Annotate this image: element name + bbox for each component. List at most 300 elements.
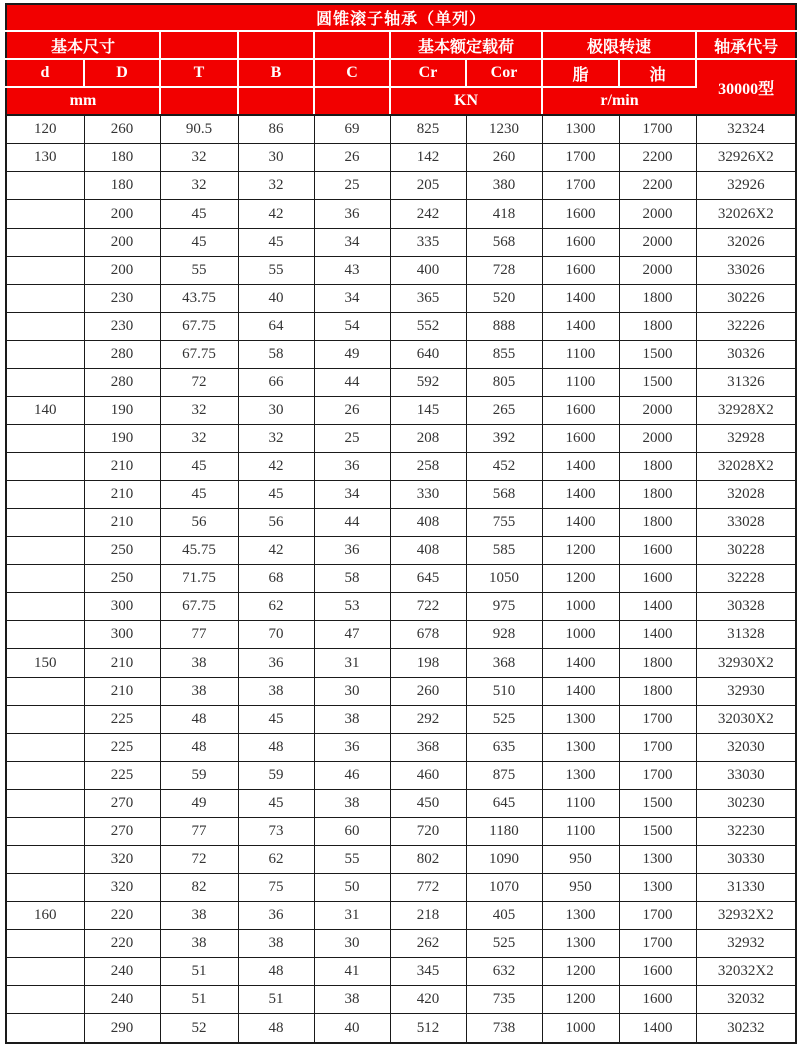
table-cell: 150 xyxy=(6,649,84,677)
table-cell: 280 xyxy=(84,368,160,396)
table-cell: 47 xyxy=(314,621,390,649)
table-cell: 58 xyxy=(314,565,390,593)
table-cell: 32030 xyxy=(696,733,796,761)
table-cell: 645 xyxy=(390,565,466,593)
table-cell: 1600 xyxy=(542,424,619,452)
table-cell: 51 xyxy=(160,986,238,1014)
table-cell: 67.75 xyxy=(160,593,238,621)
table-cell: 1700 xyxy=(619,115,696,144)
table-cell xyxy=(6,565,84,593)
col-Cor: Cor xyxy=(466,59,542,87)
table-cell: 1700 xyxy=(619,733,696,761)
table-cell: 32930X2 xyxy=(696,649,796,677)
table-cell: 130 xyxy=(6,144,84,172)
table-cell: 875 xyxy=(466,761,542,789)
table-cell: 30328 xyxy=(696,593,796,621)
table-cell: 48 xyxy=(160,705,238,733)
table-cell: 38 xyxy=(238,930,314,958)
table-cell: 755 xyxy=(466,509,542,537)
table-cell: 32932 xyxy=(696,930,796,958)
table-cell: 928 xyxy=(466,621,542,649)
table-cell: 32926X2 xyxy=(696,144,796,172)
table-cell: 73 xyxy=(238,817,314,845)
table-cell: 240 xyxy=(84,986,160,1014)
table-cell: 1200 xyxy=(542,537,619,565)
table-cell: 225 xyxy=(84,733,160,761)
table-cell: 950 xyxy=(542,845,619,873)
table-cell xyxy=(6,593,84,621)
col-d: d xyxy=(6,59,84,87)
table-cell: 86 xyxy=(238,115,314,144)
table-cell: 220 xyxy=(84,902,160,930)
table-cell: 51 xyxy=(238,986,314,1014)
table-cell: 1800 xyxy=(619,284,696,312)
table-cell: 250 xyxy=(84,537,160,565)
table-cell: 1200 xyxy=(542,565,619,593)
table-cell: 452 xyxy=(466,453,542,481)
table-row xyxy=(6,817,796,845)
table-cell: 592 xyxy=(390,368,466,396)
table-cell: 720 xyxy=(390,817,466,845)
table-cell: 292 xyxy=(390,705,466,733)
table-cell: 260 xyxy=(390,677,466,705)
table-cell: 1800 xyxy=(619,677,696,705)
table-cell: 950 xyxy=(542,873,619,901)
table-cell: 1600 xyxy=(619,565,696,593)
table-cell: 25 xyxy=(314,172,390,200)
table-cell: 210 xyxy=(84,649,160,677)
table-cell: 45 xyxy=(160,481,238,509)
table-cell: 33030 xyxy=(696,761,796,789)
table-cell: 32928X2 xyxy=(696,396,796,424)
table-cell: 55 xyxy=(314,845,390,873)
table-cell: 32932X2 xyxy=(696,902,796,930)
table-cell: 368 xyxy=(466,649,542,677)
table-cell: 30 xyxy=(314,930,390,958)
table-cell: 270 xyxy=(84,789,160,817)
header-empty-cell xyxy=(160,31,238,59)
table-cell: 420 xyxy=(390,986,466,1014)
table-cell: 32928 xyxy=(696,424,796,452)
col-B: B xyxy=(238,59,314,87)
table-cell: 1800 xyxy=(619,509,696,537)
table-cell: 30228 xyxy=(696,537,796,565)
table-cell: 45 xyxy=(238,789,314,817)
table-cell: 55 xyxy=(160,256,238,284)
table-cell: 825 xyxy=(390,115,466,144)
table-cell: 345 xyxy=(390,958,466,986)
table-cell: 1200 xyxy=(542,958,619,986)
table-cell: 59 xyxy=(238,761,314,789)
table-cell: 31328 xyxy=(696,621,796,649)
table-cell: 640 xyxy=(390,340,466,368)
table-cell: 56 xyxy=(238,509,314,537)
table-cell xyxy=(6,424,84,452)
table-cell: 32026X2 xyxy=(696,200,796,228)
table-cell: 53 xyxy=(314,593,390,621)
table-row xyxy=(6,761,796,789)
table-cell: 77 xyxy=(160,817,238,845)
table-cell: 45 xyxy=(160,228,238,256)
unit-rpm: r/min xyxy=(542,87,696,115)
table-cell: 270 xyxy=(84,817,160,845)
table-cell: 260 xyxy=(466,144,542,172)
table-row xyxy=(6,677,796,705)
table-cell xyxy=(6,958,84,986)
table-cell: 32 xyxy=(160,424,238,452)
title-row xyxy=(6,4,796,31)
table-row xyxy=(6,200,796,228)
table-cell xyxy=(6,340,84,368)
table-cell: 34 xyxy=(314,284,390,312)
col-D: D xyxy=(84,59,160,87)
table-cell: 49 xyxy=(160,789,238,817)
table-cell: 2200 xyxy=(619,144,696,172)
header-unit-row xyxy=(6,87,796,115)
table-cell: 30 xyxy=(238,396,314,424)
table-cell: 1000 xyxy=(542,593,619,621)
table-cell: 1300 xyxy=(542,902,619,930)
table-cell: 210 xyxy=(84,677,160,705)
table-row xyxy=(6,115,796,144)
table-cell: 48 xyxy=(238,1014,314,1043)
table-cell: 33028 xyxy=(696,509,796,537)
table-row xyxy=(6,368,796,396)
table-cell: 36 xyxy=(314,733,390,761)
table-cell: 585 xyxy=(466,537,542,565)
table-cell: 32030X2 xyxy=(696,705,796,733)
table-cell: 140 xyxy=(6,396,84,424)
table-cell: 1700 xyxy=(542,172,619,200)
table-cell: 30 xyxy=(314,677,390,705)
table-cell: 45 xyxy=(238,481,314,509)
table-cell: 70 xyxy=(238,621,314,649)
table-cell: 802 xyxy=(390,845,466,873)
table-cell: 1400 xyxy=(542,481,619,509)
table-cell: 1600 xyxy=(619,986,696,1014)
table-cell: 42 xyxy=(238,537,314,565)
table-cell xyxy=(6,172,84,200)
table-cell: 58 xyxy=(238,340,314,368)
table-cell: 1700 xyxy=(619,930,696,958)
table-cell: 36 xyxy=(314,537,390,565)
table-cell: 180 xyxy=(84,172,160,200)
table-cell: 1400 xyxy=(619,1014,696,1043)
header-empty-cell xyxy=(314,87,390,115)
table-cell xyxy=(6,705,84,733)
table-cell: 30232 xyxy=(696,1014,796,1043)
table-cell: 49 xyxy=(314,340,390,368)
table-title: 圆锥滚子轴承（单列） xyxy=(6,4,796,31)
table-cell: 1700 xyxy=(619,705,696,733)
table-cell: 42 xyxy=(238,200,314,228)
table-cell: 418 xyxy=(466,200,542,228)
table-header xyxy=(6,4,796,115)
table-cell: 1300 xyxy=(542,705,619,733)
table-cell: 32028 xyxy=(696,481,796,509)
table-cell: 330 xyxy=(390,481,466,509)
table-cell: 525 xyxy=(466,705,542,733)
table-cell xyxy=(6,817,84,845)
table-cell: 71.75 xyxy=(160,565,238,593)
table-cell: 1000 xyxy=(542,1014,619,1043)
table-cell: 200 xyxy=(84,256,160,284)
table-cell: 805 xyxy=(466,368,542,396)
table-row xyxy=(6,593,796,621)
table-cell: 225 xyxy=(84,761,160,789)
header-column-row xyxy=(6,59,796,87)
table-cell: 32026 xyxy=(696,228,796,256)
table-row xyxy=(6,144,796,172)
col-grease: 脂 xyxy=(542,59,619,87)
table-cell xyxy=(6,621,84,649)
table-cell: 392 xyxy=(466,424,542,452)
header-empty-cell xyxy=(238,87,314,115)
table-cell: 64 xyxy=(238,312,314,340)
table-cell: 1600 xyxy=(619,537,696,565)
table-cell: 2200 xyxy=(619,172,696,200)
table-cell: 300 xyxy=(84,593,160,621)
table-cell: 645 xyxy=(466,789,542,817)
table-row xyxy=(6,1014,796,1043)
table-cell: 220 xyxy=(84,930,160,958)
table-cell: 250 xyxy=(84,565,160,593)
table-cell: 1100 xyxy=(542,368,619,396)
table-cell: 368 xyxy=(390,733,466,761)
table-cell: 36 xyxy=(238,649,314,677)
table-cell: 198 xyxy=(390,649,466,677)
table-row xyxy=(6,621,796,649)
table-cell: 32 xyxy=(160,144,238,172)
table-cell: 258 xyxy=(390,453,466,481)
table-cell: 30 xyxy=(238,144,314,172)
table-cell xyxy=(6,256,84,284)
table-cell: 32926 xyxy=(696,172,796,200)
table-cell: 31 xyxy=(314,649,390,677)
table-cell: 1300 xyxy=(542,930,619,958)
table-cell: 38 xyxy=(238,677,314,705)
table-cell xyxy=(6,481,84,509)
table-cell: 48 xyxy=(160,733,238,761)
table-cell: 722 xyxy=(390,593,466,621)
table-cell: 260 xyxy=(84,115,160,144)
table-cell: 1230 xyxy=(466,115,542,144)
table-cell: 1500 xyxy=(619,817,696,845)
table-cell: 975 xyxy=(466,593,542,621)
table-cell: 1200 xyxy=(542,986,619,1014)
table-cell: 56 xyxy=(160,509,238,537)
table-cell: 1600 xyxy=(542,228,619,256)
table-cell: 1090 xyxy=(466,845,542,873)
table-cell: 40 xyxy=(314,1014,390,1043)
table-cell: 26 xyxy=(314,396,390,424)
table-cell: 32324 xyxy=(696,115,796,144)
table-cell: 568 xyxy=(466,228,542,256)
table-cell: 365 xyxy=(390,284,466,312)
table-row xyxy=(6,453,796,481)
table-cell: 59 xyxy=(160,761,238,789)
table-cell: 62 xyxy=(238,845,314,873)
table-cell: 1400 xyxy=(542,453,619,481)
table-cell: 262 xyxy=(390,930,466,958)
table-cell: 735 xyxy=(466,986,542,1014)
header-empty-cell xyxy=(160,87,238,115)
table-cell: 1700 xyxy=(542,144,619,172)
table-cell: 335 xyxy=(390,228,466,256)
table-cell: 450 xyxy=(390,789,466,817)
table-cell xyxy=(6,873,84,901)
table-row xyxy=(6,284,796,312)
table-row xyxy=(6,733,796,761)
table-cell: 2000 xyxy=(619,200,696,228)
table-cell: 68 xyxy=(238,565,314,593)
table-cell: 32230 xyxy=(696,817,796,845)
table-cell xyxy=(6,509,84,537)
table-cell: 41 xyxy=(314,958,390,986)
table-cell: 230 xyxy=(84,284,160,312)
table-cell: 1100 xyxy=(542,817,619,845)
table-row xyxy=(6,481,796,509)
table-cell: 32032X2 xyxy=(696,958,796,986)
table-cell: 1400 xyxy=(542,649,619,677)
table-row xyxy=(6,930,796,958)
table-cell: 36 xyxy=(314,453,390,481)
table-cell: 32028X2 xyxy=(696,453,796,481)
table-cell: 26 xyxy=(314,144,390,172)
table-cell: 52 xyxy=(160,1014,238,1043)
col-Cr: Cr xyxy=(390,59,466,87)
table-cell: 1070 xyxy=(466,873,542,901)
table-cell: 200 xyxy=(84,200,160,228)
table-cell: 1600 xyxy=(542,256,619,284)
col-T: T xyxy=(160,59,238,87)
table-cell: 1300 xyxy=(542,115,619,144)
table-row xyxy=(6,537,796,565)
table-cell: 32 xyxy=(160,172,238,200)
table-cell: 77 xyxy=(160,621,238,649)
table-row xyxy=(6,649,796,677)
table-cell xyxy=(6,845,84,873)
table-cell: 1400 xyxy=(619,593,696,621)
header-bearing-code: 轴承代号 xyxy=(696,31,796,59)
table-cell: 45 xyxy=(160,200,238,228)
table-cell: 142 xyxy=(390,144,466,172)
table-cell: 38 xyxy=(314,986,390,1014)
table-cell: 1400 xyxy=(542,284,619,312)
table-cell: 218 xyxy=(390,902,466,930)
table-row xyxy=(6,172,796,200)
table-cell: 32032 xyxy=(696,986,796,1014)
table-cell xyxy=(6,200,84,228)
table-body xyxy=(6,115,796,1043)
header-basic-dimensions: 基本尺寸 xyxy=(6,31,160,59)
table-cell xyxy=(6,930,84,958)
table-cell: 51 xyxy=(160,958,238,986)
table-cell: 30326 xyxy=(696,340,796,368)
table-cell: 1400 xyxy=(542,677,619,705)
table-cell: 1400 xyxy=(542,312,619,340)
table-cell: 44 xyxy=(314,509,390,537)
table-cell: 772 xyxy=(390,873,466,901)
table-cell: 380 xyxy=(466,172,542,200)
table-cell: 635 xyxy=(466,733,542,761)
table-cell: 25 xyxy=(314,424,390,452)
col-code-type: 30000型 xyxy=(696,59,796,115)
table-cell: 460 xyxy=(390,761,466,789)
table-cell: 1100 xyxy=(542,340,619,368)
table-cell: 632 xyxy=(466,958,542,986)
header-empty-cell xyxy=(314,31,390,59)
table-cell: 280 xyxy=(84,340,160,368)
table-row xyxy=(6,565,796,593)
table-cell: 67.75 xyxy=(160,340,238,368)
table-cell: 46 xyxy=(314,761,390,789)
table-cell: 210 xyxy=(84,481,160,509)
table-cell: 30226 xyxy=(696,284,796,312)
table-cell: 1500 xyxy=(619,368,696,396)
table-cell: 36 xyxy=(238,902,314,930)
unit-mm: mm xyxy=(6,87,160,115)
table-cell: 568 xyxy=(466,481,542,509)
table-cell: 1600 xyxy=(619,958,696,986)
table-cell: 36 xyxy=(314,200,390,228)
table-cell: 32228 xyxy=(696,565,796,593)
table-cell: 66 xyxy=(238,368,314,396)
table-cell: 30230 xyxy=(696,789,796,817)
table-cell: 2000 xyxy=(619,396,696,424)
table-cell: 1300 xyxy=(619,873,696,901)
table-cell: 33026 xyxy=(696,256,796,284)
table-cell: 888 xyxy=(466,312,542,340)
table-cell: 34 xyxy=(314,481,390,509)
table-cell: 205 xyxy=(390,172,466,200)
table-cell: 210 xyxy=(84,509,160,537)
table-cell: 190 xyxy=(84,396,160,424)
table-cell xyxy=(6,537,84,565)
table-cell: 200 xyxy=(84,228,160,256)
table-row xyxy=(6,396,796,424)
table-cell: 40 xyxy=(238,284,314,312)
table-cell: 180 xyxy=(84,144,160,172)
table-cell: 400 xyxy=(390,256,466,284)
table-cell: 1500 xyxy=(619,789,696,817)
table-cell: 510 xyxy=(466,677,542,705)
table-cell xyxy=(6,789,84,817)
table-cell: 520 xyxy=(466,284,542,312)
table-cell: 1180 xyxy=(466,817,542,845)
table-cell: 678 xyxy=(390,621,466,649)
table-cell: 31330 xyxy=(696,873,796,901)
table-cell: 512 xyxy=(390,1014,466,1043)
table-cell: 1500 xyxy=(619,340,696,368)
table-cell: 31 xyxy=(314,902,390,930)
table-cell xyxy=(6,761,84,789)
table-cell xyxy=(6,986,84,1014)
table-cell: 38 xyxy=(160,677,238,705)
table-cell: 855 xyxy=(466,340,542,368)
table-cell: 48 xyxy=(238,958,314,986)
table-cell: 408 xyxy=(390,509,466,537)
table-cell xyxy=(6,368,84,396)
table-cell: 67.75 xyxy=(160,312,238,340)
table-cell: 1600 xyxy=(542,200,619,228)
table-cell: 1400 xyxy=(542,509,619,537)
table-cell: 320 xyxy=(84,845,160,873)
table-cell: 320 xyxy=(84,873,160,901)
table-cell: 38 xyxy=(160,649,238,677)
table-row xyxy=(6,340,796,368)
table-cell: 242 xyxy=(390,200,466,228)
